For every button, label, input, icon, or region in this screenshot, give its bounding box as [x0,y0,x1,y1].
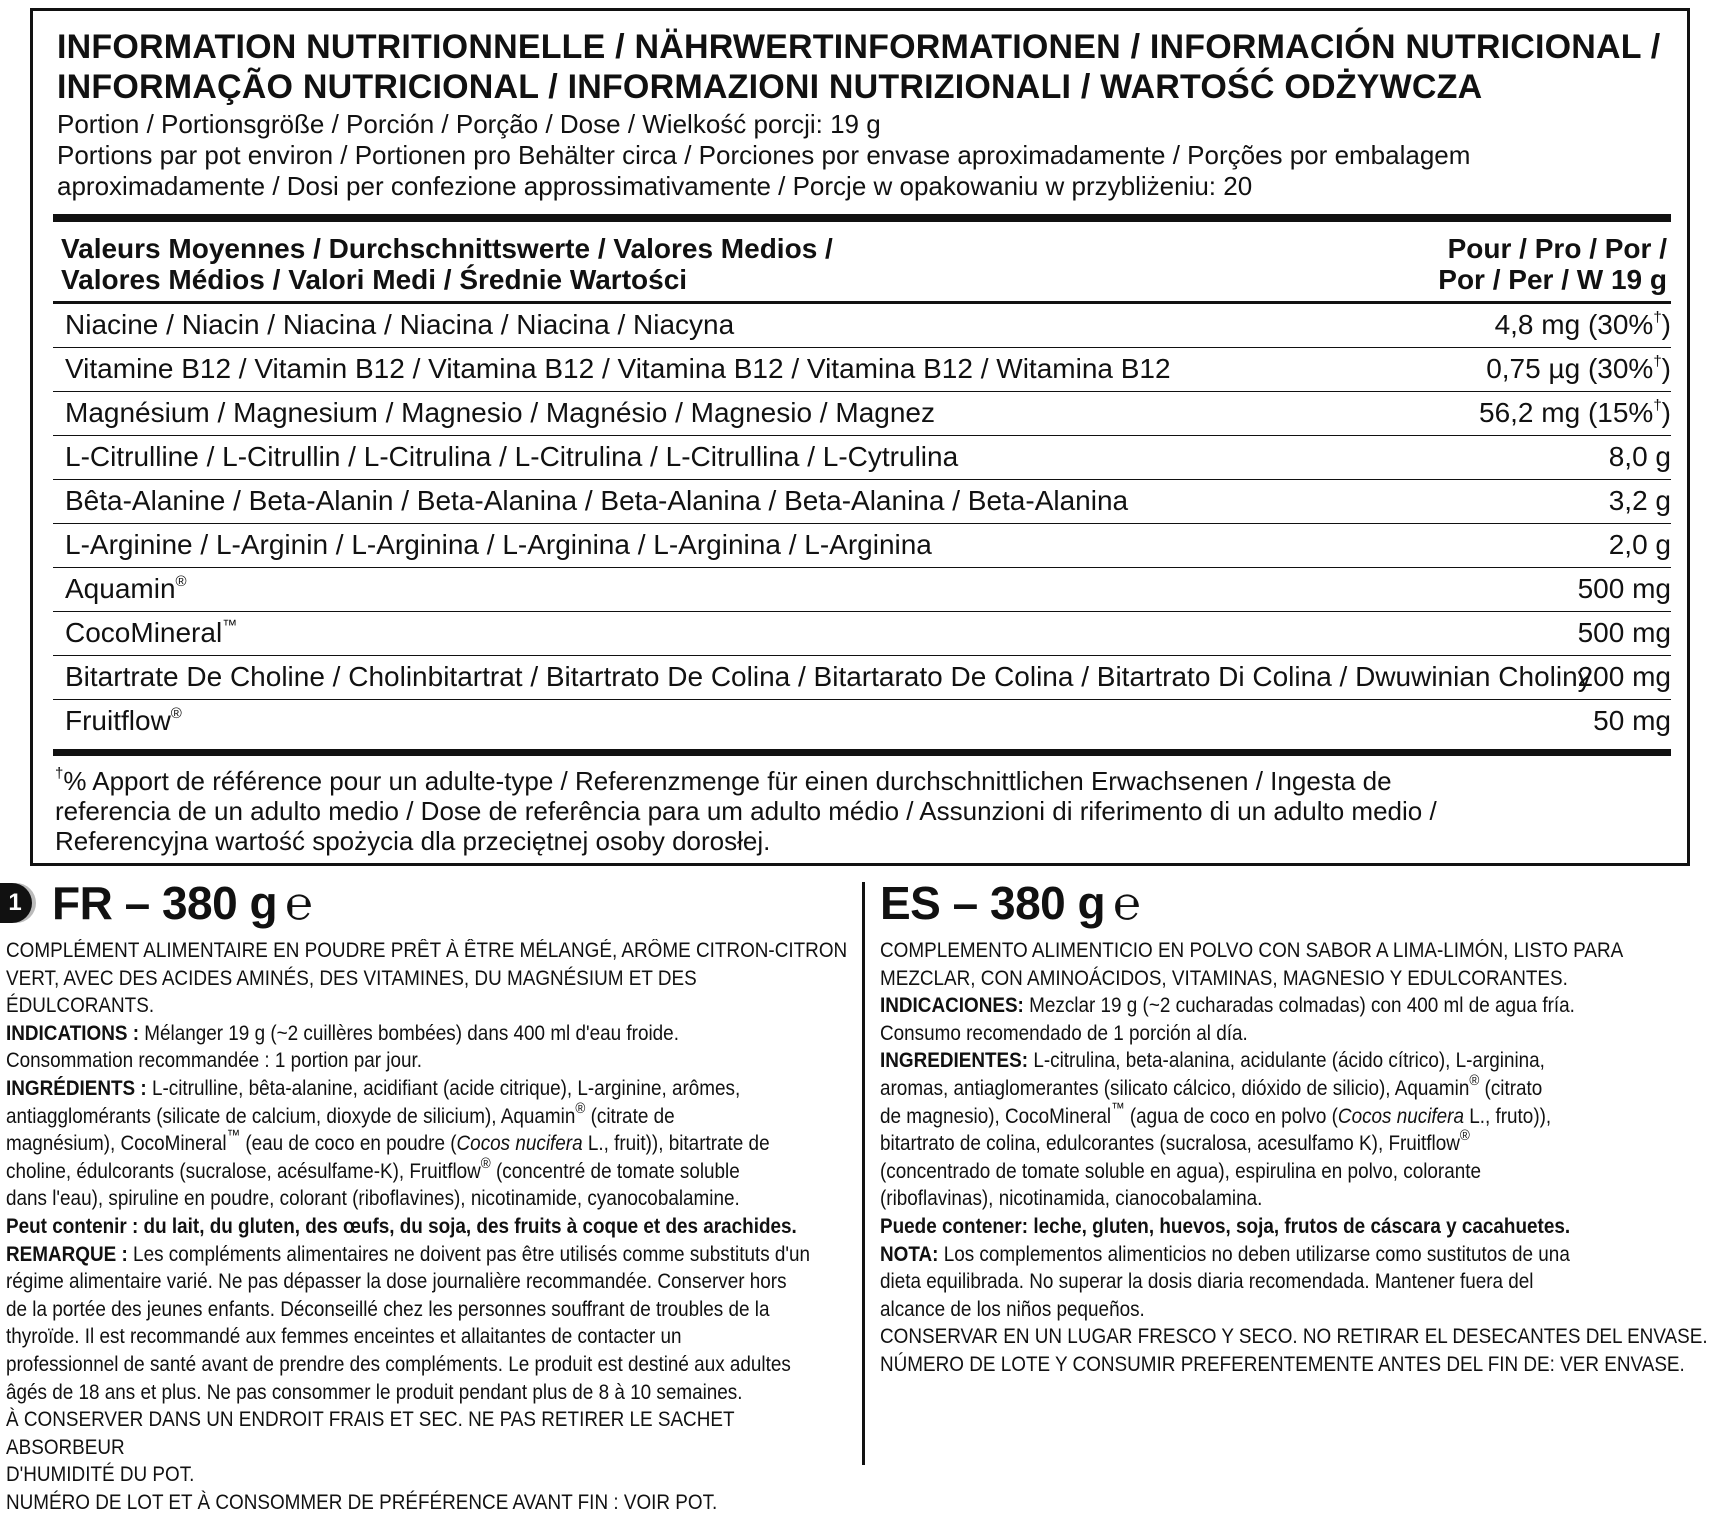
column-header-right-line-1: Pour / Pro / Por / [1447,233,1667,264]
nutrient-value: 500 mg [1577,617,1671,648]
fr-recommended-consumption: Consommation recommandée : 1 portion par jour. [6,1049,423,1073]
thick-divider-top [53,214,1671,222]
section-number-badge: 1 [0,883,32,923]
nutrient-row [53,480,1671,524]
fr-remark-cont: thyroïde. Il est recommandé aux femmes enceintes et allaitantes de contacter un [6,1325,682,1349]
es-ingredients-cont: aromas, antiaglomerantes (silicato cálcico, dióxido de silicio), Aquamin® (citrato [880,1071,1543,1100]
footnote-line-2: referencia de un adulto medio / Dose de referência para um adulto médio / Assunzioni di riferimento di un adulto medio / [55,796,1437,826]
nutrient-row [53,304,1671,348]
reference-intake-footnote [55,766,1675,856]
fr-ingredients-cont: choline, édulcorants (sucralose, acésulfame-K), Fruitflow® (concentré de tomate soluble [6,1154,740,1183]
nutrient-row [53,392,1671,436]
es-ingredients-cont: (concentrado de tomate soluble en agua), espirulina en polvo, colorante [880,1159,1481,1183]
fr-remark: REMARQUE : Les compléments alimentaires ne doivent pas être utilisés comme substituts d'un [6,1242,811,1266]
fr-remark-cont: professionnel de santé avant de prendre des compléments. Le produit est destiné aux adultes [6,1352,791,1376]
servings-per-container: Portions par pot environ / Portionen pro Behälter circa / Porciones por envase aproximadamente / Porções por embalagem [57,140,1471,170]
fr-allergen-warning: Peut contenir : du lait, du gluten, des œufs, du soja, des fruits à coque et des arachides. [6,1214,797,1238]
column-header-average-values [61,233,1061,295]
nutrient-value: 56,2 mg (15%†) [1479,396,1671,428]
nutrient-value: 2,0 g [1608,529,1671,560]
nutrition-title-line-1: INFORMATION NUTRITIONNELLE / NÄHRWERTINFORMATIONEN / INFORMACIÓN NUTRICIONAL / [57,28,1661,66]
nutrient-name: Aquamin® [65,572,187,604]
es-ingredients: INGREDIENTES: L-citrulina, beta-alanina, acidulante (ácido cítrico), L-arginina, [880,1049,1545,1073]
nutrient-name: Bitartrate De Choline / Cholinbitartrat / Bitartrato De Colina / Bitartarato De Colina / Bitartrato Di Colina / Dwuwinian Choliny [65,661,1592,692]
thick-divider-bottom [53,749,1671,756]
fr-ingredients-cont: antiagglomérants (silicate de calcium, dioxyde de silicium), Aquamin® (citrate de [6,1099,675,1128]
fr-ingredients-cont: magnésium), CocoMineral™ (eau de coco en poudre (Cocos nucifera L., fruit)), bitartrate de [6,1127,770,1156]
nutrient-value: 3,2 g [1608,485,1671,516]
es-note-cont: alcance de los niños pequeños. [880,1297,1145,1321]
fr-storage: À CONSERVER DANS UN ENDROIT FRAIS ET SEC. NE PAS RETIRER LE SACHET ABSORBEUR [6,1408,735,1459]
nutrient-row [53,700,1671,744]
nutrition-title-line-2: INFORMAÇÃO NUTRICIONAL / INFORMAZIONI NUTRIZIONALI / WARTOŚĆ ODŻYWCZA [57,68,1483,106]
french-label-text [6,937,848,1516]
fr-remark-cont: âgés de 18 ans et plus. Ne pas consommer le produit pendant plus de 8 à 10 semaines. [6,1380,743,1404]
fr-ingredients: INGRÉDIENTS : L-citrulline, bêta-alanine, acidifiant (acide citrique), L-arginine, arômes, [6,1076,741,1100]
nutrient-name: Fruitflow® [65,704,182,736]
fr-description-line-1: COMPLÉMENT ALIMENTAIRE EN POUDRE PRÊT À ÊTRE MÉLANGÉ, ARÔME CITRON-CITRON [6,939,848,962]
spanish-section-title: ES – 380 g ℮ [880,877,1141,929]
spanish-label-text [880,937,1713,1379]
es-recommended-consumption: Consumo recomendado de 1 porción al día. [880,1021,1248,1045]
serving-size: Portion / Portionsgröße / Porción / Porção / Dose / Wielkość porcji: 19 g [57,109,881,139]
column-header-left-line-2: Valores Médios / Valori Medi / Średnie Wartości [61,264,688,295]
fr-remark-cont: régime alimentaire varié. Ne pas dépasser la dose journalière recommandée. Conserver hors [6,1270,787,1294]
footnote-line-1: †% Apport de référence pour un adulte-type / Referenzmenge für einen durchschnittlichen Erwachsenen / Ingesta de [55,765,1392,796]
nutrient-row [53,348,1671,392]
nutrient-value: 8,0 g [1608,441,1671,472]
nutrient-value: 4,8 mg (30%†) [1494,308,1671,340]
es-description-line-1: COMPLEMENTO ALIMENTICIO EN POLVO CON SABOR A LIMA-LIMÓN, LISTO PARA [880,939,1624,962]
fr-ingredients-cont: dans l'eau), spiruline en poudre, colorant (riboflavines), nicotinamide, cyanocobalamine. [6,1187,740,1211]
es-description-line-2: MEZCLAR, CON AMINOÁCIDOS, VITAMINAS, MAGNESIO Y EDULCORANTES. [880,966,1568,990]
fr-indications: INDICATIONS : Mélanger 19 g (~2 cuillères bombées) dans 400 ml d'eau froide. [6,1021,679,1045]
nutrient-name: L-Citrulline / L-Citrullin / L-Citrulina / L-Citrulina / L-Citrullina / L-Cytrulina [65,441,959,472]
nutrition-facts-panel [30,8,1690,866]
nutrient-name: Bêta-Alanine / Beta-Alanin / Beta-Alanina / Beta-Alanina / Beta-Alanina / Beta-Alanina [65,485,1129,516]
serving-info [57,109,1677,202]
nutrient-name: L-Arginine / L-Arginin / L-Arginina / L-Arginina / L-Arginina / L-Arginina [65,529,932,560]
nutrient-name: Niacine / Niacin / Niacina / Niacina / Niacina / Niacyna [65,309,735,340]
nutrient-row [53,612,1671,656]
nutrient-value: 500 mg [1577,573,1671,604]
servings-per-container-cont: aproximadamente / Dosi per confezione approssimativamente / Porcje w opakowaniu w przybliżeniu: 20 [57,171,1253,201]
nutrient-value: 0,75 µg (30%†) [1486,352,1671,384]
nutrient-value: 50 mg [1593,705,1671,736]
es-note-cont: dieta equilibrada. No superar la dosis diaria recomendada. Mantener fuera del [880,1270,1534,1294]
es-indications: INDICACIONES: Mezclar 19 g (~2 cucharadas colmadas) con 400 ml de agua fría. [880,994,1575,1018]
estimated-sign-icon: ℮ [1113,877,1141,929]
nutrient-name: Magnésium / Magnesium / Magnesio / Magnésio / Magnesio / Magnez [65,397,935,428]
french-section-title: FR – 380 g ℮ [52,877,313,929]
estimated-sign-icon: ℮ [285,877,313,929]
column-header-per-serving [1267,233,1667,295]
fr-remark-cont: de la portée des jeunes enfants. Déconseillé chez les personnes souffrant de troubles de la [6,1297,770,1321]
nutrient-row [53,524,1671,568]
nutrient-row [53,568,1671,612]
nutrient-value: 200 mg [1577,661,1671,692]
es-note: NOTA: Los complementos alimenticios no deben utilizarse como sustitutos de una [880,1242,1570,1266]
nutrient-row [53,436,1671,480]
es-lot-number: NÚMERO DE LOTE Y CONSUMIR PREFERENTEMENTE ANTES DEL FIN DE: VER ENVASE. [880,1352,1685,1376]
nutrient-row [53,656,1671,700]
nutrient-name: CocoMineral™ [65,616,238,648]
es-ingredients-cont: (riboflavinas), nicotinamida, cianocobalamina. [880,1187,1263,1211]
fr-lot-number: NUMÉRO DE LOT ET À CONSOMMER DE PRÉFÉRENCE AVANT FIN : VOIR POT. [6,1490,718,1514]
column-divider [862,882,865,1465]
nutrient-name: Vitamine B12 / Vitamin B12 / Vitamina B12 / Vitamina B12 / Vitamina B12 / Witamina B12 [65,353,1171,384]
column-header-left-line-1: Valeurs Moyennes / Durchschnittswerte / Valores Medios / [61,233,833,264]
es-storage: CONSERVAR EN UN LUGAR FRESCO Y SECO. NO RETIRAR EL DESECANTES DEL ENVASE. [880,1325,1708,1349]
es-ingredients-cont: bitartrato de colina, edulcorantes (sucralosa, acesulfamo K), Fruitflow® [880,1127,1470,1156]
es-ingredients-cont: de magnesio), CocoMineral™ (agua de coco en polvo (Cocos nucifera L., fruto)), [880,1099,1552,1128]
es-allergen-warning: Puede contener: leche, gluten, huevos, soja, frutos de cáscara y cacahuetes. [880,1214,1571,1238]
column-header-right-line-2: Por / Per / W 19 g [1438,264,1667,295]
fr-description-line-2: VERT, AVEC DES ACIDES AMINÉS, DES VITAMINES, DU MAGNÉSIUM ET DES ÉDULCORANTS. [6,966,697,1018]
footnote-line-3: Referencyjna wartość spożycia dla przeciętnej osoby dorosłej. [55,826,771,856]
nutrition-title [57,27,1677,107]
fr-storage-cont: D'HUMIDITÉ DU POT. [6,1463,195,1487]
